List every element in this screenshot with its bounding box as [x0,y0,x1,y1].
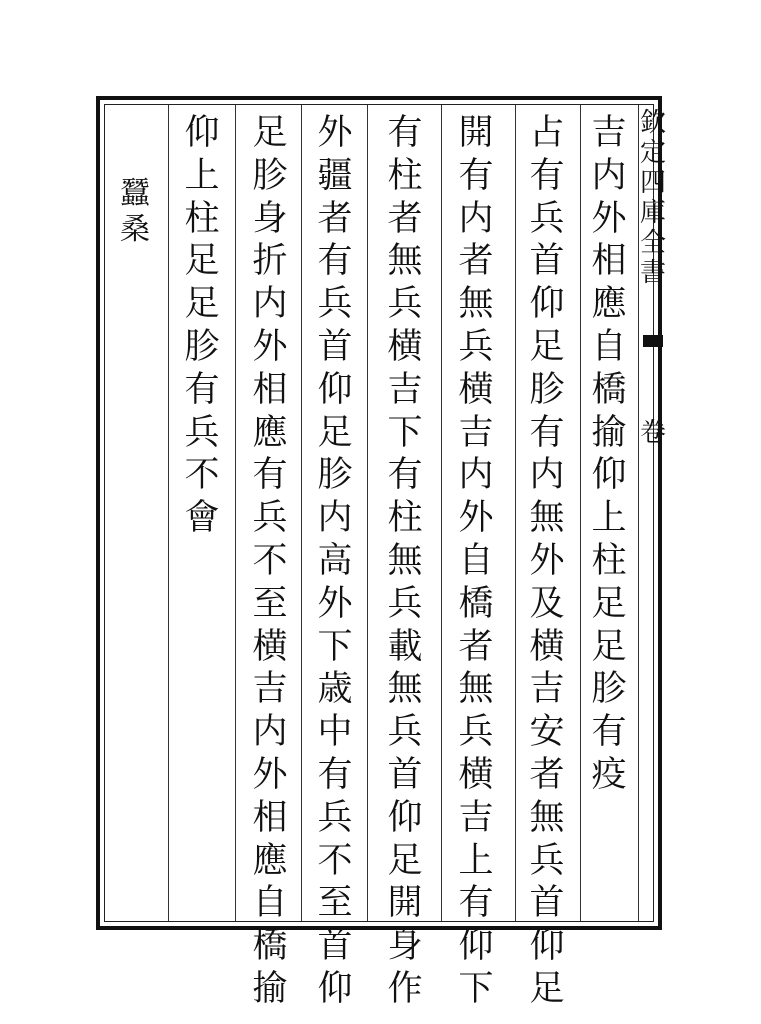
glyph: 内 [252,712,288,753]
glyph: 内 [458,455,494,496]
glyph: 下 [317,626,353,667]
glyph: 足 [529,326,565,367]
glyph: 不 [184,455,220,496]
glyph: 兵 [458,712,494,753]
glyph: 胗 [591,669,627,710]
glyph: 上 [184,155,220,196]
glyph: 相 [252,369,288,410]
column-rule [301,105,302,921]
glyph: 至 [252,583,288,624]
glyph: 兵 [387,712,423,753]
glyph: 胗 [317,455,353,496]
margin-title-glyph: 欽 [640,108,667,138]
glyph: 身 [252,198,288,239]
glyph: 身 [387,926,423,967]
glyph: 吉 [529,669,565,710]
glyph: 足 [591,583,627,624]
column-rule [515,105,516,921]
glyph: 無 [387,540,423,581]
glyph: 横 [458,754,494,795]
glyph: 首 [387,754,423,795]
glyph: 仰 [317,968,353,1009]
margin-title-glyph: 庫 [640,198,667,228]
column-rule [441,105,442,921]
glyph: 無 [529,498,565,539]
glyph: 仰 [591,455,627,496]
glyph: 揄 [252,968,288,1009]
glyph: 有 [252,455,288,496]
fishtail-mark [643,335,663,347]
glyph: 内 [252,284,288,325]
glyph: 仰 [529,926,565,967]
margin-title [641,108,665,448]
glyph: 下 [387,412,423,453]
column-rule [367,105,368,921]
glyph: 有 [591,712,627,753]
glyph: 開 [387,883,423,924]
glyph: 兵 [252,498,288,539]
glyph: 有 [317,241,353,282]
glyph: 及 [529,583,565,624]
stamp-glyph: 桑 [120,212,150,247]
column-rule [580,105,581,921]
glyph: 有 [184,369,220,410]
glyph: 無 [458,669,494,710]
glyph: 仰 [529,284,565,325]
glyph: 兵 [387,583,423,624]
glyph: 至 [317,883,353,924]
glyph: 外 [458,498,494,539]
glyph: 柱 [387,498,423,539]
glyph: 自 [458,540,494,581]
glyph: 兵 [458,326,494,367]
glyph: 兵 [529,840,565,881]
glyph: 揄 [591,412,627,453]
margin-volume-glyph: 卷 [640,418,667,448]
glyph: 吉 [458,797,494,838]
glyph: 疆 [317,155,353,196]
margin-title-glyph: 書 [640,258,667,288]
glyph: 載 [387,626,423,667]
glyph: 占 [529,113,565,153]
glyph: 無 [529,797,565,838]
glyph: 足 [529,968,565,1009]
margin-rule [638,105,639,921]
glyph: 相 [252,797,288,838]
stamp-glyph: 蠶 [120,176,150,211]
glyph: 無 [387,241,423,282]
glyph: 外 [252,326,288,367]
text-column [380,112,430,1011]
glyph: 足 [184,241,220,282]
glyph: 應 [252,412,288,453]
glyph: 有 [317,754,353,795]
glyph: 仰 [184,113,220,153]
glyph: 首 [529,241,565,282]
glyph: 横 [529,626,565,667]
glyph: 中 [317,712,353,753]
glyph: 足 [252,113,288,153]
glyph: 胗 [252,155,288,196]
glyph: 内 [529,455,565,496]
glyph: 有 [387,113,423,153]
glyph: 吉 [458,412,494,453]
glyph: 無 [387,669,423,710]
glyph: 横 [252,626,288,667]
glyph: 上 [458,840,494,881]
glyph: 者 [387,198,423,239]
glyph: 者 [458,626,494,667]
glyph: 横 [458,369,494,410]
text-column [451,112,501,1011]
glyph: 者 [317,198,353,239]
text-column [310,112,360,1011]
glyph: 者 [458,241,494,282]
glyph: 足 [317,412,353,453]
glyph: 高 [317,540,353,581]
glyph: 自 [591,326,627,367]
glyph: 兵 [317,284,353,325]
glyph: 外 [317,583,353,624]
glyph: 不 [252,540,288,581]
glyph: 作 [387,968,423,1009]
glyph: 仰 [387,797,423,838]
glyph: 有 [529,412,565,453]
glyph: 柱 [184,198,220,239]
glyph: 兵 [387,284,423,325]
glyph: 内 [591,155,627,196]
glyph: 上 [591,498,627,539]
glyph: 自 [252,883,288,924]
glyph: 仰 [317,369,353,410]
glyph: 吉 [387,369,423,410]
glyph: 有 [387,455,423,496]
glyph: 仰 [458,926,494,967]
glyph: 疫 [591,754,627,795]
glyph: 下 [458,968,494,1009]
text-column [522,112,572,1011]
column-rule [168,105,169,921]
glyph: 外 [317,113,353,153]
glyph: 橋 [591,369,627,410]
glyph: 折 [252,241,288,282]
glyph: 有 [529,155,565,196]
stamp-label [118,176,152,248]
glyph: 吉 [252,669,288,710]
glyph: 内 [458,198,494,239]
glyph: 外 [252,754,288,795]
glyph: 内 [317,498,353,539]
glyph: 柱 [591,540,627,581]
glyph: 足 [184,284,220,325]
glyph: 胗 [529,369,565,410]
glyph: 足 [591,626,627,667]
glyph: 外 [529,540,565,581]
glyph: 相 [591,241,627,282]
glyph: 柱 [387,155,423,196]
text-column [245,112,295,1011]
text-column [584,112,634,797]
glyph: 足 [387,840,423,881]
glyph: 横 [387,326,423,367]
glyph: 首 [317,326,353,367]
glyph: 無 [458,284,494,325]
margin-title-glyph: 定 [640,138,667,168]
glyph: 胗 [184,326,220,367]
glyph: 應 [252,840,288,881]
glyph: 首 [317,926,353,967]
glyph: 兵 [184,412,220,453]
column-rule [235,105,236,921]
glyph: 橋 [252,926,288,967]
text-column [177,112,227,540]
glyph: 歳 [317,669,353,710]
glyph: 兵 [317,797,353,838]
glyph: 吉 [591,113,627,153]
glyph: 應 [591,284,627,325]
glyph: 不 [317,840,353,881]
glyph: 安 [529,712,565,753]
glyph: 有 [458,883,494,924]
glyph: 首 [529,883,565,924]
margin-title-glyph: 四 [640,168,667,198]
margin-title-glyph: 全 [640,228,667,258]
glyph: 開 [458,113,494,153]
glyph: 外 [591,198,627,239]
glyph: 兵 [529,198,565,239]
glyph: 有 [458,155,494,196]
glyph: 橋 [458,583,494,624]
glyph: 者 [529,754,565,795]
glyph: 會 [184,498,220,539]
